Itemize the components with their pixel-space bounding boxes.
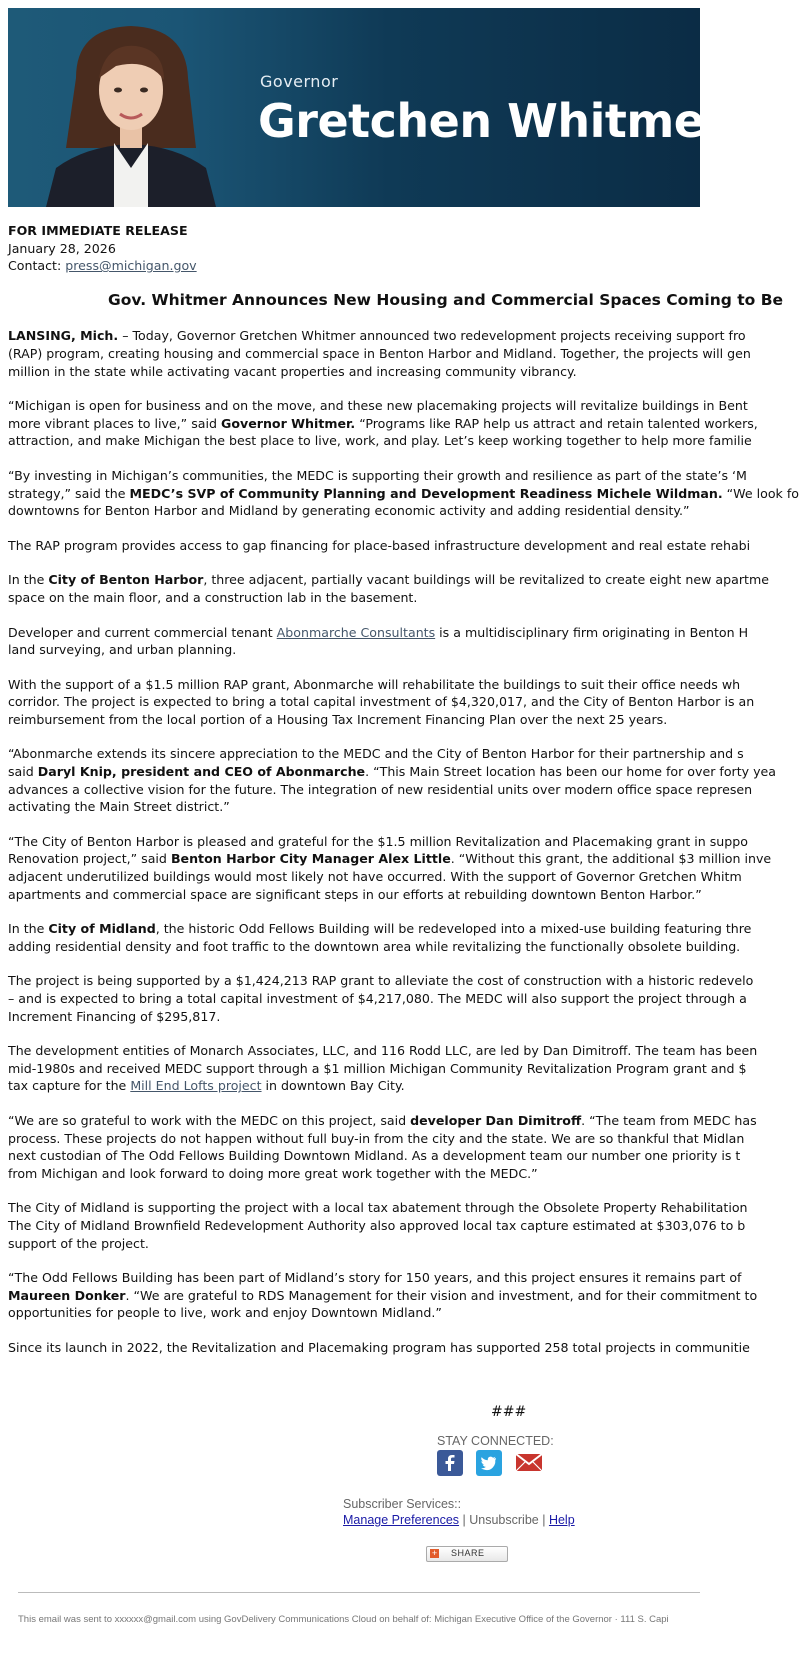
paragraph: With the support of a $1.5 million RAP grant, Abonmarche will rehabilitate the buildings to suit their office needs wh corridor. The project is expected to bring a total capital investment of $4,320,017, and the City of Benton Harbor is an reimbursement from the local portion of a Housing Tax Increment Financing Plan over the next 25 years. [8,676,755,727]
subscriber-services [343,1496,575,1528]
headline: Gov. Whitmer Announces New Housing and Commercial Spaces Coming to Be [108,290,784,309]
contact-email-link[interactable]: press@michigan.gov [65,258,197,274]
social-links [437,1450,551,1480]
share-button[interactable] [426,1546,508,1562]
paragraph: “The City of Benton Harbor is pleased and grateful for the $1.5 million Revitalization and Placemaking grant in suppo Renovation project,” said Benton Harbor City Manager Alex Little. “Without this grant, the additional $3 million inve adjacent underutilized buildings would most likely not have occurred. With the support of Governor Gretchen Whitm apartments and commercial space are significant steps in our efforts at rebuilding downtown Benton Harbor.” [8,833,772,902]
banner-governor-name: Gretchen Whitmer [258,94,727,148]
paragraph: The City of Midland is supporting the project with a local tax abatement through the Obsolete Property Rehabilitation The City of Midland Brownfield Redevelopment Authority also approved local tax capture estimated at $303,076 to b support of the project. [8,1200,748,1251]
paragraph: Developer and current commercial tenant Abonmarche Consultants is a multidisciplinary firm originating in Benton H land surveying, and urban planning. [8,624,749,658]
share-label: SHARE [451,1548,485,1558]
release-label: FOR IMMEDIATE RELEASE [8,223,188,238]
twitter-icon[interactable] [476,1450,502,1480]
paragraph: In the City of Midland, the historic Odd Fellows Building will be redeveloped into a mixed-use building featuring thre adding residential density and foot traffic to the downtown area while revitalizing the functionally obsolete building. [8,921,752,954]
share-plus-icon: + [431,1548,438,1558]
abonmarche-link[interactable]: Abonmarche Consultants [276,624,436,640]
email-icon[interactable] [515,1450,543,1480]
mill-end-lofts-link[interactable]: Mill End Lofts project [130,1078,262,1094]
unsubscribe-link[interactable]: Unsubscribe [469,1513,539,1527]
subscriber-links: Manage Preferences | Unsubscribe | Help [343,1513,575,1527]
paragraph: “Abonmarche extends its sincere appreciation to the MEDC and the City of Benton Harbor for their partnership and s said Daryl Knip, president and CEO of Abonmarche. “This Main Street location has been our home for over forty yea advances a collective vision for the future. The integration of new residential units over modern office space represen activating the Main Street district.” [8,746,777,815]
facebook-icon[interactable] [437,1450,463,1480]
banner-governor-label: Governor [260,72,339,91]
paragraph: Since its launch in 2022, the Revitalization and Placemaking program has supported 258 total projects in communitie [8,1339,750,1355]
contact-label: Contact: [8,258,66,274]
paragraph: “We are so grateful to work with the MEDC on this project, said developer Dan Dimitroff. “The team from MEDC has process. These projects do not happen without full buy-in from the city and the state. We are so thankful that Midlan next custodian of The Odd Fellows Building Downtown Midland. As a development team our number one priority is t from Michigan and look forward to doing more great work together with the MEDC.” [8,1112,757,1181]
paragraph: LANSING, Mich. – Today, Governor Gretchen Whitmer announced two redevelopment projects receiving support fro (RAP) program, creating housing and commercial space in Benton Harbor and Midland. Together, the projects will gen million in the state while activating vacant properties and increasing community vibrancy. [8,328,751,379]
release-meta [8,222,700,275]
release-contact [8,257,700,275]
paragraph: The project is being supported by a $1,424,213 RAP grant to alleviate the cost of construction with a historic redevelo – and is expected to bring a total capital investment of $4,217,080. The MEDC will also support the project through a Increment Financing of $295,817. [8,973,754,1024]
paragraph: “By investing in Michigan’s communities, the MEDC is supporting their growth and resilience as part of the state’s ‘M strategy,” said the MEDC’s SVP of Community Planning and Development Readiness Michele Wildman. “We look fo downtowns for Benton Harbor and Midland by generating economic activity and adding residential density.” [8,467,799,519]
end-marker: ### [491,1404,527,1420]
release-date: January 28, 2026 [8,240,116,256]
manage-preferences-link[interactable]: Manage Preferences [343,1513,460,1527]
footer-divider [18,1592,700,1593]
header-banner [8,8,727,207]
subscriber-services-label: Subscriber Services:: [343,1497,462,1511]
footer-text: This email was sent to xxxxxx@gmail.com using GovDelivery Communications Cloud on behalf of: Michigan Executive Office of the Governor · 111 S. Capi [18,1614,669,1625]
paragraph: In the City of Benton Harbor, three adjacent, partially vacant buildings will be revitalized to create eight new apartme space on the main floor, and a construction lab in the basement. [8,572,769,605]
paragraph: “The Odd Fellows Building has been part of Midland’s story for 150 years, and this project ensures it remains part of Maureen Donker. “We are grateful to RDS Management for their vision and investment, and for their commitment to opportunities for people to live, work and enjoy Downtown Midland.” [8,1270,758,1321]
stay-connected-label: STAY CONNECTED: [437,1434,554,1448]
press-release-body [8,222,799,1374]
paragraph: “Michigan is open for business and on the move, and these new placemaking projects will revitalize buildings in Bent more vibrant places to live,” said Governor Whitmer. “Programs like RAP help us attract and retain talented workers, attraction, and make Michigan the best place to live, work, and play. Let’s keep working together to help more familie [8,398,758,449]
paragraph: The development entities of Monarch Associates, LLC, and 116 Rodd LLC, are led by Dan Dimitroff. The team has been mid-1980s and received MEDC support through a $1 million Michigan Community Revitalization Program grant and $ tax capture for the Mill End Lofts project in downtown Bay City. [8,1043,758,1094]
paragraph: The RAP program provides access to gap financing for place-based infrastructure development and real estate rehabi [8,537,751,553]
help-link[interactable]: Help [548,1513,575,1527]
governor-portrait [36,18,226,207]
